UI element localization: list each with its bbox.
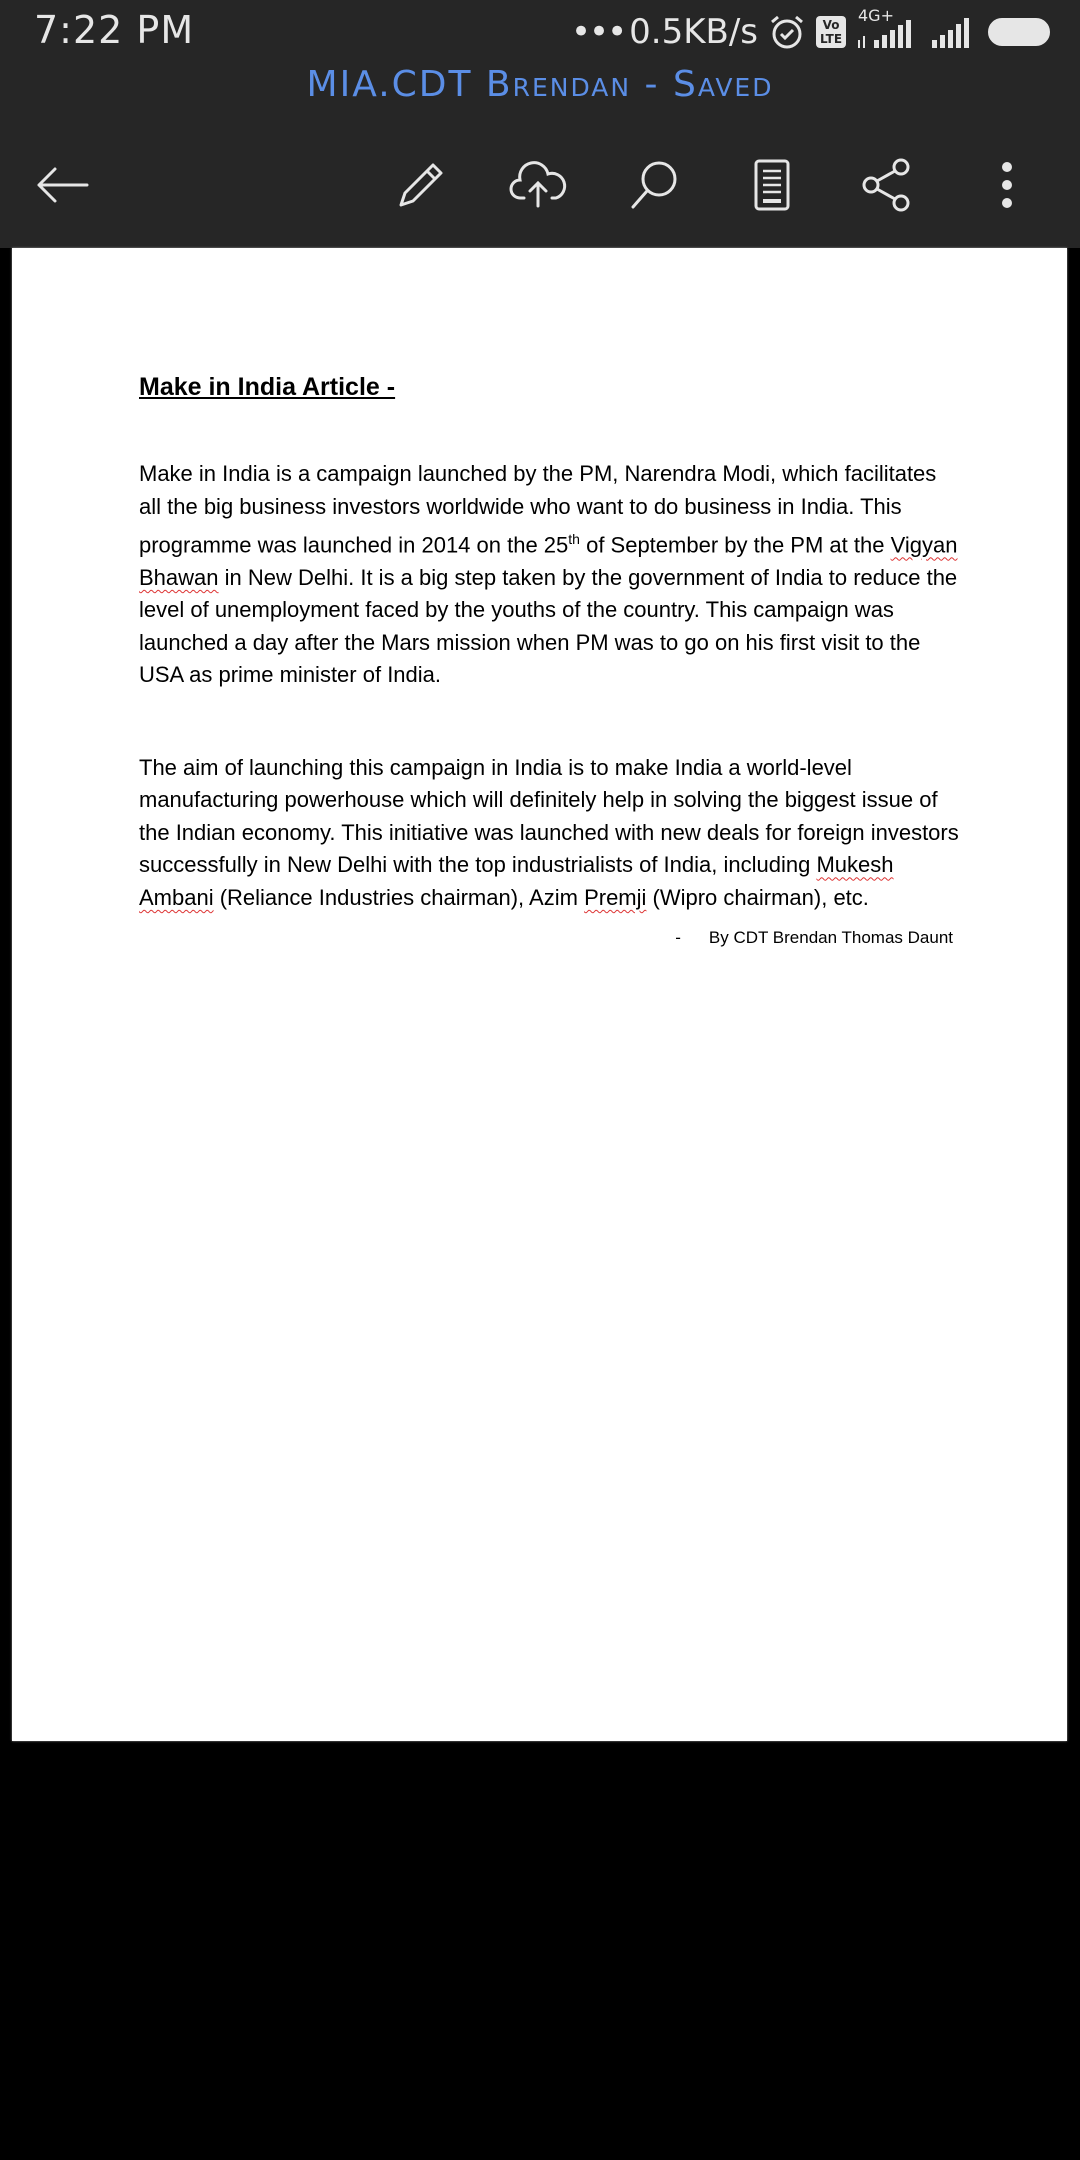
p1-superscript: th [568,531,580,547]
back-arrow-icon [35,165,91,205]
paragraph-2 [139,752,959,915]
p2-text-c: (Wipro chairman), etc. [646,884,869,910]
share-icon [859,157,915,213]
status-time: 7:22 PM [34,8,195,52]
network-type: 4G+ [858,6,894,25]
signal-icon [856,12,918,52]
byline-dash: - [675,928,681,948]
document-view-icon [752,157,792,213]
article-body [139,373,959,965]
document-page[interactable] [12,248,1067,1741]
top-bar [0,0,1080,248]
article-heading: Make in India Article - [139,373,396,401]
cloud-upload-icon [508,160,568,210]
search-button[interactable] [620,150,690,220]
p1-text-b: of September by the PM at the [579,532,891,558]
more-vert-icon [997,157,1017,213]
spellcheck-word: Premji [584,884,647,910]
search-icon [627,157,683,213]
paragraph-1 [139,458,959,692]
signal-2-icon [930,14,974,50]
signal-4g [856,6,918,52]
p1-text-a: Make in India is a campaign launched by the PM, Narendra Modi, which facilitates all the big business investors worldwide who want to do business in India. This programme was launched in 2014 on the 25 [139,461,937,558]
byline [139,928,959,948]
byline-text: By CDT Brendan Thomas Daunt [708,928,953,948]
document-title: MIA.CDT Brendan - Saved [306,64,774,105]
back-button[interactable] [28,150,98,220]
upload-button[interactable] [503,150,573,220]
spellcheck-word: Mukesh [816,852,894,878]
battery-icon [988,18,1050,46]
view-mode-button[interactable] [737,150,807,220]
status-icons [571,8,1050,56]
spellcheck-word: Ambani [139,884,214,910]
more-options-button[interactable] [972,150,1042,220]
volte-label: Vo LTE [819,18,843,46]
notification-dots: ••• [570,12,626,52]
share-button[interactable] [852,150,922,220]
network-speed: 0.5KB/s [629,12,758,52]
battery-level: 41 [1006,20,1032,44]
volte-icon [816,16,846,48]
alarm-icon [768,13,806,51]
edit-button[interactable] [386,150,456,220]
p1-text-c: in New Delhi. It is a big step taken by the government of India to reduce the level of unemployment faced by the youths of the country. This campaign was launched a day after the Mars mission when PM was to go on his first visit to the USA as prime minister of India. [139,564,958,688]
pencil-icon [393,157,449,213]
p2-text-b: (Reliance Industries chairman), Azim [213,884,585,910]
spellcheck-word: Vigyan [890,532,958,558]
spellcheck-word: Bhawan [139,564,219,590]
p2-text-a: The aim of launching this campaign in India is to make India a world-level manufacturing powerhouse which will definitely help in solving the biggest issue of the Indian economy. This initiative was launched with new deals for foreign investors successfully in New Delhi with the top industrialists of India, including [139,754,959,878]
